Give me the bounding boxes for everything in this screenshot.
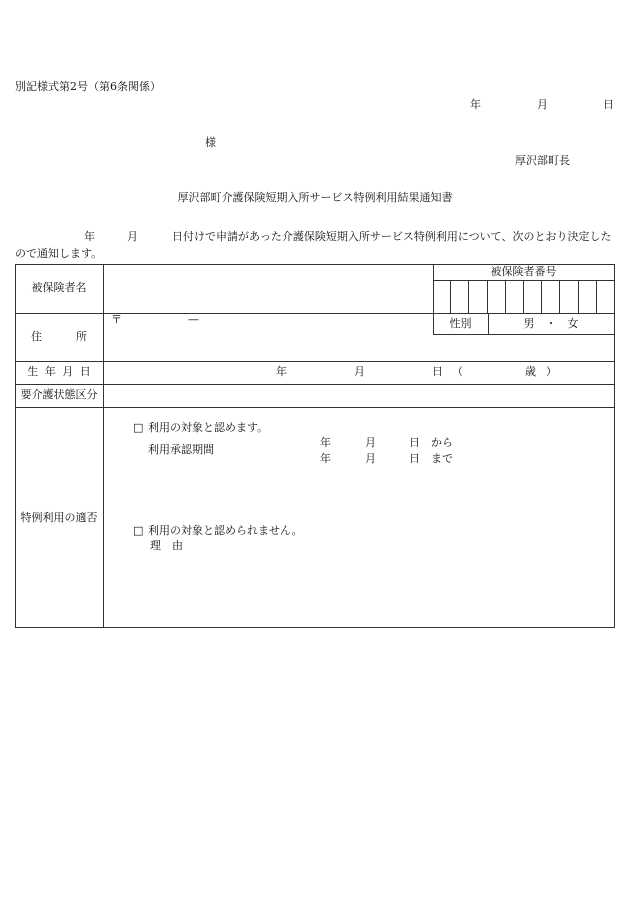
issuer-name: 厚沢部町長 [515,154,570,167]
issue-date-month: 月 [537,98,548,111]
insured-number-boxes [433,280,614,313]
insured-number-digit-box [523,280,541,313]
document-title: 厚沢部町介護保険短期入所サービス特例利用結果通知書 [177,191,453,204]
insured-number-digit-box [541,280,559,313]
rejected-text: 利用の対象と認められません。 [148,524,303,537]
care-level-label: 要介護状態区分 [20,388,98,401]
address-label: 住 所 [31,330,91,343]
insured-number-label: 被保険者番号 [490,265,557,278]
table-rule [103,264,104,628]
insured-number-digit-box [596,280,614,313]
gender-options: 男 ・ 女 [523,317,579,330]
gender-label: 性別 [449,317,472,330]
age-open-paren: （ [452,365,463,378]
age-unit: 歳 [525,365,536,378]
insured-number-digit-box [468,280,486,313]
table-rule [433,334,615,335]
insured-number-digit-box [487,280,505,313]
birthdate-month: 月 [354,365,365,378]
period-to-month: 月 [365,452,376,465]
eligibility-label: 特例利用の適否 [20,511,98,524]
table-rule [15,407,615,408]
form-number: 別記様式第2号（第6条関係） [15,80,161,93]
table-rule [15,264,16,628]
period-from-month: 月 [365,436,376,449]
insured-name-label: 被保険者名 [31,281,87,294]
period-to-day: 日 [409,452,420,465]
insured-number-digit-box [505,280,523,313]
intro-month: 月 [127,230,138,243]
table-rule [15,313,615,314]
insured-number-digit-box [578,280,596,313]
intro-line-2: ので通知します。 [15,247,103,260]
table-rule [614,264,615,628]
insured-number-digit-box [559,280,577,313]
intro-line-1: 日付けで申請があった介護保険短期入所サービス特例利用について、次のとおり決定した [172,230,612,243]
reason-label: 理 由 [150,539,183,552]
insured-number-digit-box [450,280,468,313]
recipient-honorific: 様 [205,136,216,149]
rejected-checkbox: □ [133,524,144,537]
birthdate-year: 年 [276,365,287,378]
issue-date-year: 年 [470,98,481,111]
table-rule [15,361,615,362]
period-from-day: 日 [409,436,420,449]
period-from-year: 年 [320,436,331,449]
postal-mark: 〒 [111,313,122,326]
approval-period-label: 利用承認期間 [148,443,214,456]
table-rule [15,384,615,385]
approved-text: 利用の対象と認めます。 [148,421,269,434]
approved-checkbox: □ [133,421,144,434]
age-close-paren: ） [546,365,557,378]
insured-number-digit-box [433,280,450,313]
period-to-suffix: まで [431,452,453,465]
period-to-year: 年 [320,452,331,465]
intro-year: 年 [84,230,95,243]
period-from-suffix: から [431,436,453,449]
birthdate-label: 生 年 月 日 [27,365,91,378]
table-rule [15,627,615,628]
issue-date-day: 日 [603,98,614,111]
birthdate-day: 日 [432,365,443,378]
postal-dash: — [188,313,199,326]
